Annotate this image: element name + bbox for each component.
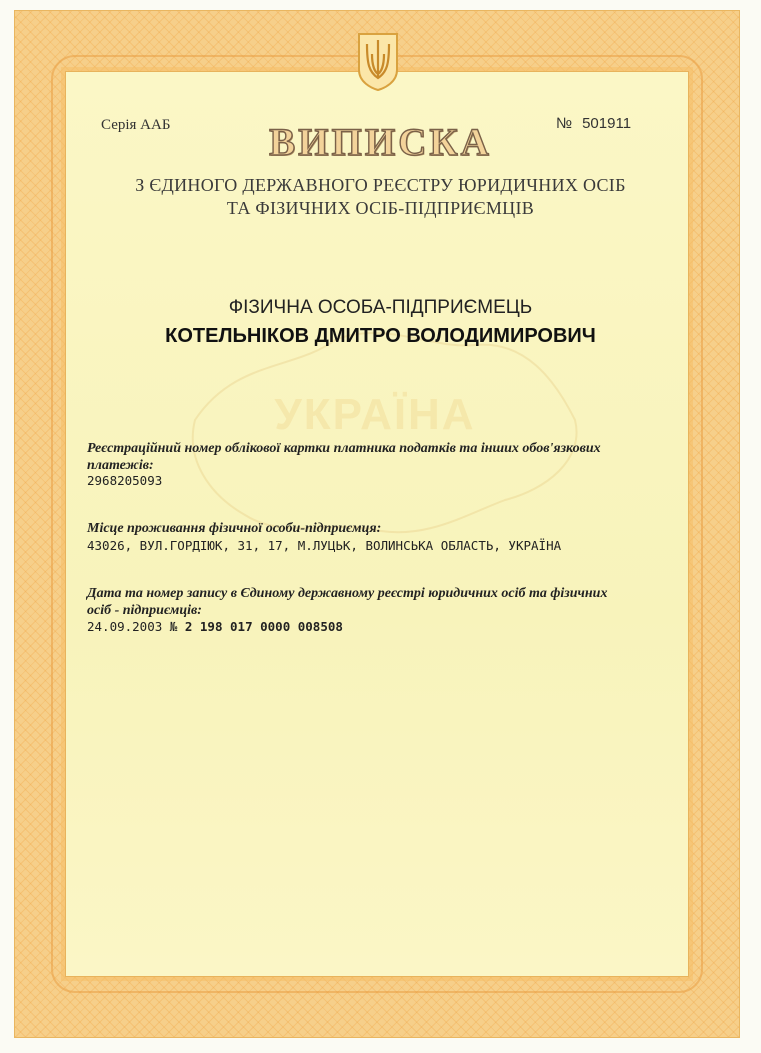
tax-number-label-line2: платежів: [87,458,154,473]
record-date: 24.09.2003 [87,619,163,634]
person-name: КОТЕЛЬНІКОВ ДМИТРО ВОЛОДИМИРОВИЧ [165,325,596,347]
series-label: Серія ААБ [101,117,171,133]
record-label-line2: осіб - підприємців: [87,603,202,618]
person-type: ФІЗИЧНА ОСОБА-ПІДПРИЄМЕЦЬ [228,297,533,318]
document-subtitle-line2: ТА ФІЗИЧНИХ ОСІБ-ПІДПРИЄМЦІВ [226,198,535,218]
tax-number-value: 2968205093 [87,473,163,488]
address-label: Місце проживання фізичної особи-підприємця: [87,521,382,536]
record-label [87,585,667,619]
document-title: ВИПИСКА [269,121,492,164]
tax-number-label-line1: Реєстраційний номер облікової картки платника податків та інших обов'язкових [87,441,601,456]
record-number: 2 198 017 0000 008508 [184,619,343,634]
record-value [87,619,343,634]
number-value: 501911 [582,115,632,132]
address-value: 43026, ВУЛ.ГОРДІЮК, 31, 17, М.ЛУЦЬК, ВОЛИНСЬКА ОБЛАСТЬ, УКРАЇНА [87,538,562,553]
trident-icon [355,30,401,92]
record-sign: № [169,619,178,634]
ukraine-watermark: УКРАЇНА [274,390,476,439]
document-subtitle-line1: З ЄДИНОГО ДЕРЖАВНОГО РЕЄСТРУ ЮРИДИЧНИХ ОСІБ [135,175,626,195]
tax-number-label [87,440,667,474]
number-sign: № [556,115,573,132]
record-label-line1: Дата та номер запису в Єдиному державному реєстрі юридичних осіб та фізичних [87,586,608,601]
